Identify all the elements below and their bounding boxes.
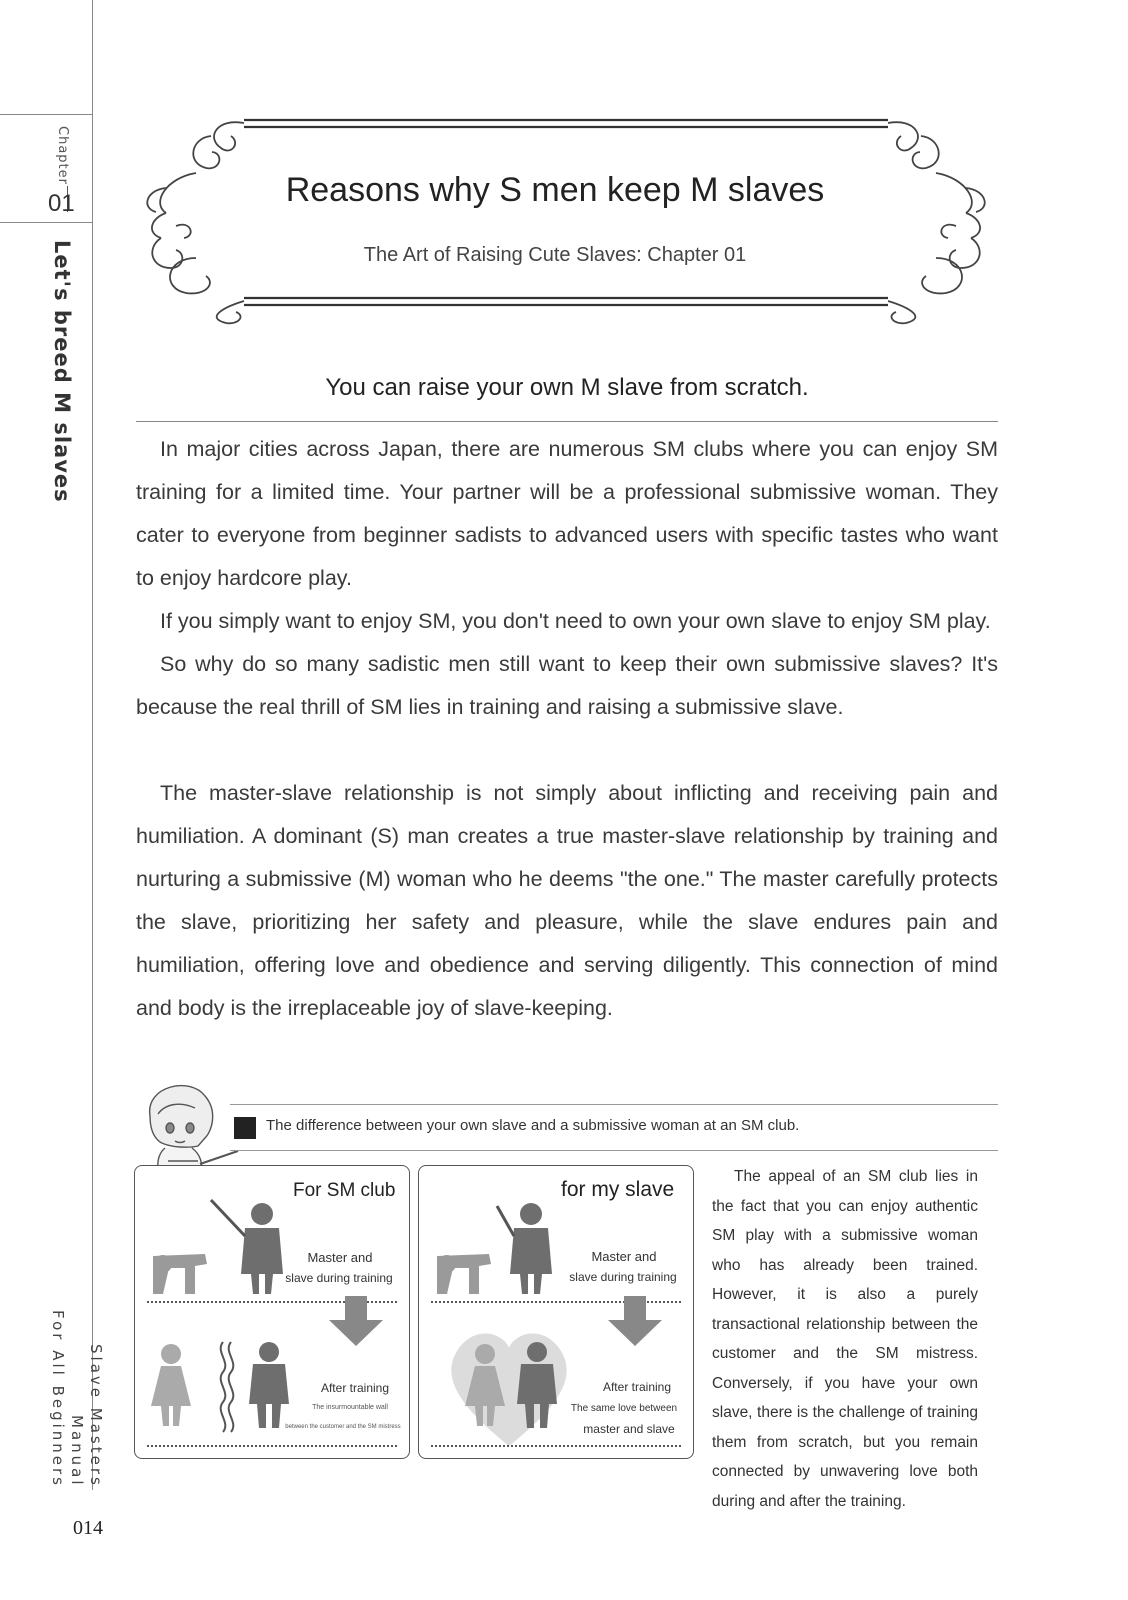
left-flourish (147, 122, 244, 323)
during-training-label-2: slave during training (285, 1271, 393, 1285)
section-heading: You can raise your own M slave from scratch. (325, 374, 809, 401)
side-paragraph: The appeal of an SM club lies in the fact that you can enjoy authentic SM play with a submissive woman who has already been trained. However, it is also a purely transactional relationship between the customer and the SM mistress. Conversely, if you have your own slave, there is the challenge of training them from scratch, but you remain connected by unwavering love both during and after the training. (712, 1168, 978, 1510)
page-subtitle: The Art of Raising Cute Slaves: Chapter 01 (363, 244, 747, 266)
ornamental-title-frame (136, 108, 996, 328)
paragraph: So why do so many sadistic men still want to keep their own submissive slaves? It's because the real thrill of SM lies in training and raising a submissive slave. (136, 652, 998, 719)
panel-title-sm-club: For SM club (293, 1180, 396, 1201)
chapter-title-vertical: Let's breed M slaves (50, 240, 74, 503)
panel-sm-club-drawing (135, 1166, 409, 1458)
right-flourish (888, 122, 985, 323)
paragraph: If you simply want to enjoy SM, you don't need to own your own slave to enjoy SM play. (160, 609, 991, 633)
page-number: 014 (73, 1517, 103, 1539)
during-training-label: Master and (307, 1250, 373, 1265)
rail-rule-top (0, 114, 92, 115)
figure-side-text (712, 1162, 978, 1516)
figure-caption: The difference between your own slave and a submissive woman at an SM club. (266, 1117, 800, 1134)
figure-rule-top (230, 1104, 998, 1105)
rail-divider (92, 0, 93, 1490)
during-training-label: Master and (591, 1249, 657, 1264)
series-line-2: For All Beginners (49, 1309, 67, 1488)
panel-sm-club (134, 1165, 410, 1459)
love-note-2: master and slave (583, 1422, 675, 1436)
section-rule (136, 421, 998, 422)
after-training-label: After training (320, 1381, 390, 1395)
caption-square-icon (234, 1117, 256, 1139)
book-series-title (48, 1288, 105, 1488)
series-line-1: Slave Masters Manual (68, 1344, 105, 1488)
panel-my-slave (418, 1165, 694, 1459)
rail-rule-middle (0, 222, 92, 223)
during-training-label-2: slave during training (569, 1270, 677, 1284)
wall-note-1: The insurmountable wall (312, 1404, 388, 1411)
panel-title-my-slave: for my slave (561, 1178, 675, 1201)
paragraph: In major cities across Japan, there are numerous SM clubs where you can enjoy SM training for a limited time. Your partner will be a professional submissive woman. They cater to everyone from beginner sadists to advanced users with specific tastes who want to enjoy hardcore play. (136, 437, 998, 590)
after-training-label: After training (602, 1380, 672, 1394)
wall-note-2: between the customer and the SM mistress (285, 1424, 401, 1430)
panel-my-slave-drawing (419, 1166, 693, 1458)
body-text (136, 428, 998, 1030)
page-title: Reasons why S men keep M slaves (285, 171, 825, 209)
figure-rule-bottom (230, 1150, 998, 1151)
paragraph: The master-slave relationship is not simply about inflicting and receiving pain and humiliation. A dominant (S) man creates a true master-slave relationship by training and nurturing a submissive (M) woman who he deems "the one." The master carefully protects the slave, prioritizing her safety and pleasure, while the slave endures pain and humiliation, offering love and obedience and serving diligently. This connection of mind and body is the irreplaceable joy of slave-keeping. (136, 781, 998, 1020)
love-note-1: The same love between (570, 1403, 678, 1414)
chapter-label: Chapter (55, 126, 70, 185)
chapter-number: 01 (48, 190, 75, 217)
